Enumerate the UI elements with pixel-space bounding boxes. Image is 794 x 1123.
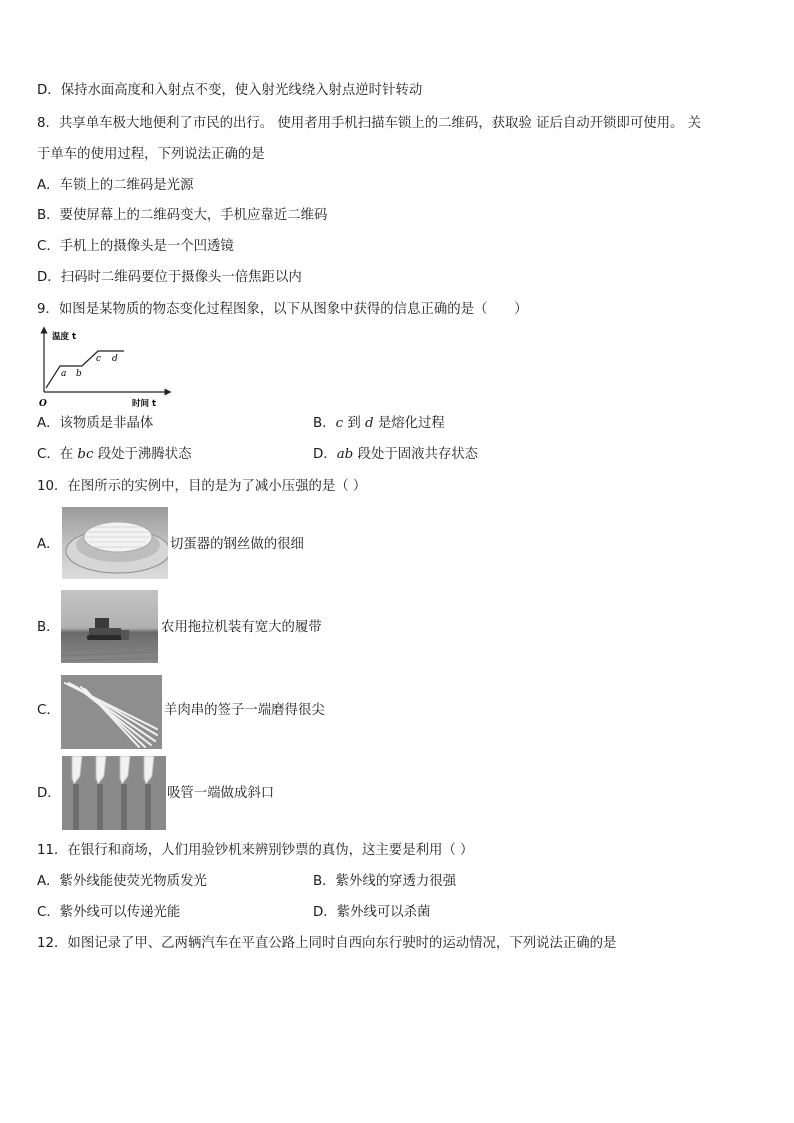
skewers-image	[61, 675, 162, 749]
q8-stem-line1: 8．共享单车极大地便利了市民的出行。 使用者用手机扫描车锁上的二维码，获取验 证后自动开锁即可使用。 关	[37, 116, 702, 131]
graph-point-a: a	[61, 369, 67, 379]
q8-option-a: A．车锁上的二维码是光源	[37, 178, 194, 193]
q12-stem: 12．如图记录了甲、乙两辆汽车在平直公路上同时自西向东行驶时的运动情况，下列说法正确的是	[37, 936, 617, 951]
graph-ylabel: 温度 t	[52, 332, 77, 342]
straws-image	[62, 756, 166, 830]
q11-stem: 11．在银行和商场，人们用验钞机来辨别钞票的真伪，这主要是利用（ ）	[37, 843, 474, 858]
q8-option-d: D．扫码时二维码要位于摄像头一倍焦距以内	[37, 270, 302, 285]
q8-stem-line2: 于单车的使用过程，下列说法正确的是	[37, 147, 265, 162]
q9-temperature-time-graph	[36, 326, 176, 410]
q10-option-b-caption: 农用拖拉机装有宽大的履带	[161, 620, 322, 635]
q10-option-a-letter: A．	[37, 537, 60, 552]
q10-option-d-letter: D．	[37, 786, 61, 801]
q9-option-b: B．c 到 d 是熔化过程	[313, 416, 445, 431]
graph-point-d: d	[112, 354, 118, 364]
q10-option-b-letter: B．	[37, 620, 60, 635]
egg-slicer-image	[62, 507, 168, 579]
q10-option-c-letter: C．	[37, 703, 60, 718]
q10-option-a-caption: 切蛋器的钢丝做的很细	[170, 537, 304, 552]
tractor-image	[61, 590, 158, 663]
graph-xlabel: 时间 t	[132, 399, 157, 409]
q7-option-d: D．保持水面高度和入射点不变，使入射光线绕入射点逆时针转动	[37, 83, 423, 98]
q11-option-b: B．紫外线的穿透力很强	[313, 874, 457, 889]
q9-option-a: A．该物质是非晶体	[37, 416, 154, 431]
q8-option-c: C．手机上的摄像头是一个凹透镜	[37, 239, 234, 254]
graph-point-c: c	[96, 354, 102, 364]
q9-option-c: C．在 bc 段处于沸腾状态	[37, 447, 192, 462]
q8-option-b: B．要使屏幕上的二维码变大，手机应靠近二维码	[37, 208, 328, 223]
q11-option-a: A．紫外线能使荧光物质发光	[37, 874, 207, 889]
q10-option-c-caption: 羊肉串的签子一端磨得很尖	[164, 703, 325, 718]
q10-stem: 10．在图所示的实例中，目的是为了减小压强的是（ ）	[37, 479, 367, 494]
q11-option-c: C．紫外线可以传递光能	[37, 905, 181, 920]
q9-graph	[36, 326, 176, 410]
q9-stem: 9．如图是某物质的物态变化过程图象，以下从图象中获得的信息正确的是（ ）	[37, 302, 528, 317]
q10-option-d-caption: 吸管一端做成斜口	[167, 786, 275, 801]
q9-option-d: D．ab 段处于固液共存状态	[313, 447, 479, 462]
q11-option-d: D．紫外线可以杀菌	[313, 905, 431, 920]
graph-point-b: b	[76, 369, 82, 379]
graph-origin-label: O	[39, 399, 47, 409]
